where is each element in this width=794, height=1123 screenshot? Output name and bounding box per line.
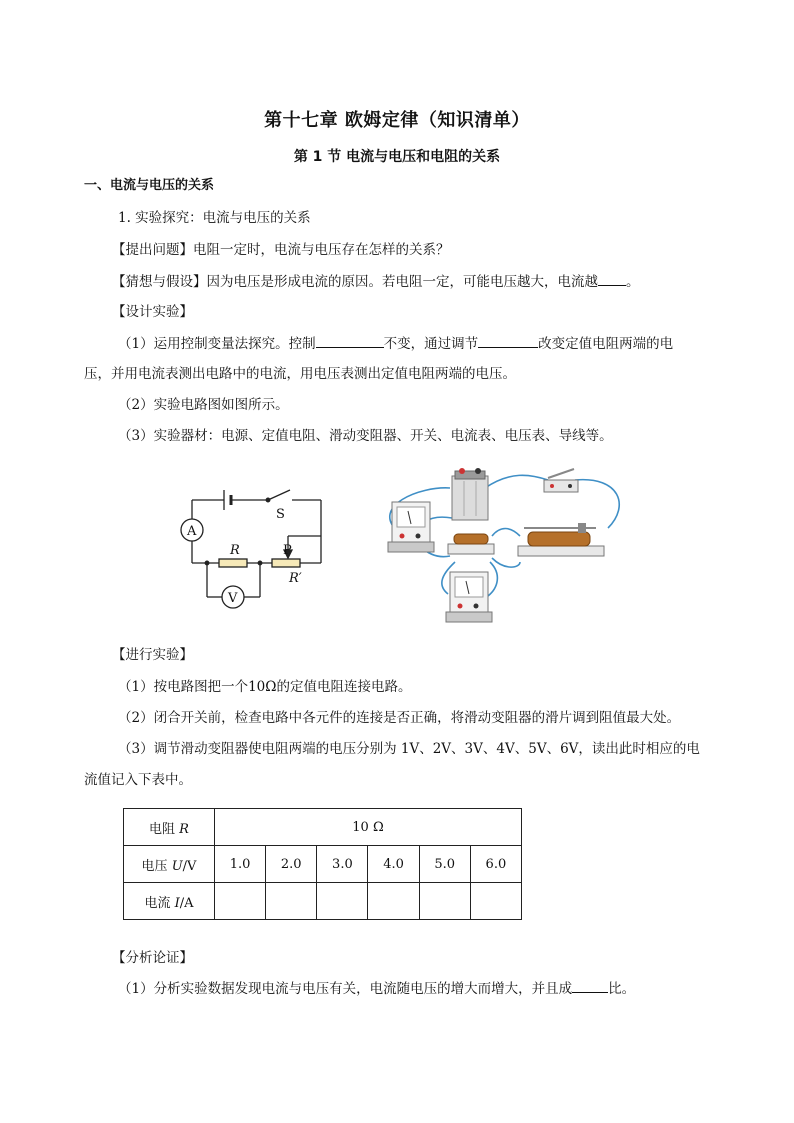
current-cell[interactable]: [368, 883, 419, 920]
ammeter-terminal: [400, 534, 405, 539]
procedure-step-3-cont: 流值记入下表中。: [84, 772, 192, 788]
current-cell[interactable]: [419, 883, 470, 920]
voltmeter-label: V: [228, 591, 238, 606]
switch-terminal: [550, 484, 554, 488]
junction: [258, 561, 262, 565]
analysis-label: 【分析论证】: [112, 950, 193, 966]
circuit-figures: [0, 466, 794, 636]
battery-box: [452, 476, 488, 520]
rheostat-coil: [528, 532, 590, 546]
voltage-cell: 5.0: [419, 846, 470, 883]
rheostat-base: [518, 546, 604, 556]
raise-question-label: 【提出问题】: [112, 242, 193, 258]
wire: [492, 558, 520, 567]
hypothesis-text: 因为电压是形成电流的原因。若电阻一定，可能电压越大，电流越: [206, 274, 598, 290]
apparatus-illustration: [388, 468, 619, 622]
current-cell[interactable]: [215, 883, 266, 920]
table-row: [124, 809, 522, 846]
switch-label: S: [276, 507, 285, 522]
analysis-step-1: [118, 978, 635, 999]
item-1: 1. 实验探究：电流与电压的关系: [118, 210, 311, 226]
wire: [492, 529, 520, 537]
rheostat-label: R′: [289, 571, 302, 586]
design-step-3: （3）实验器材：电源、定值电阻、滑动变阻器、开关、电流表、电压表、导线等。: [118, 428, 613, 444]
junction: [205, 561, 209, 565]
figures: [0, 466, 794, 636]
switch-blade: [268, 490, 290, 500]
switch-terminal: [568, 484, 572, 488]
raise-question-text: 电阻一定时，电流与电压存在怎样的关系？: [193, 242, 450, 258]
table-row: [124, 883, 522, 920]
design-step-1-cont: 压，并用电流表测出电路中的电流，用电压表测出定值电阻两端的电压。: [84, 366, 516, 382]
analysis-step-1-a: （1）分析实验数据发现电流与电压有关，电流随电压的增大而增大，并且成: [118, 981, 573, 997]
circuit-diagram: [181, 490, 321, 608]
voltmeter-base: [446, 612, 492, 622]
fill-blank[interactable]: [478, 333, 538, 348]
table-row: [124, 846, 522, 883]
design-step-1-c: 改变定值电阻两端的电: [538, 336, 674, 352]
voltage-cell: 6.0: [470, 846, 521, 883]
hypothesis-label: 【猜想与假设】: [112, 274, 207, 290]
hypothesis-end: 。: [626, 274, 640, 290]
wire: [575, 480, 619, 528]
wire: [488, 562, 497, 596]
procedure-step-1: （1）按电路图把一个10Ω的定值电阻连接电路。: [118, 679, 412, 695]
design-step-1-a: （1）运用控制变量法探究。控制: [118, 336, 316, 352]
analysis-step-1-b: 比。: [608, 981, 636, 997]
row-label-resistance: 电阻 R: [124, 809, 215, 846]
design-step-2: （2）实验电路图如图所示。: [118, 397, 289, 413]
rheostat-slider: [578, 523, 586, 533]
procedure-step-2: （2）闭合开关前，检查电路中各元件的连接是否正确，将滑动变阻器的滑片调到阻值最大处。: [118, 710, 681, 726]
knife-switch-blade: [548, 469, 574, 478]
hypothesis: [112, 271, 640, 292]
raise-question: [112, 240, 450, 260]
current-cell[interactable]: [266, 883, 317, 920]
design-step-1: [118, 333, 673, 354]
resistor-label: R: [230, 543, 240, 558]
knife-switch-base: [544, 480, 578, 492]
current-cell[interactable]: [470, 883, 521, 920]
resistance-value: 10 Ω: [215, 809, 522, 846]
ammeter-terminal: [416, 534, 421, 539]
battery-terminal: [475, 468, 481, 474]
procedure-step-3: （3）调节滑动变阻器使电阻两端的电压分别为 1V、2V、3V、4V、5V、6V，读出此时相应的电: [118, 741, 700, 757]
procedure-label: 【进行实验】: [112, 647, 193, 663]
resistor-coil: [454, 534, 488, 544]
fill-blank[interactable]: [598, 271, 626, 286]
voltage-cell: 2.0: [266, 846, 317, 883]
voltmeter-terminal: [458, 604, 463, 609]
row-label-current: 电流 I/A: [124, 883, 215, 920]
voltmeter-terminal: [474, 604, 479, 609]
slider-label: P: [283, 543, 292, 558]
voltage-cell: 4.0: [368, 846, 419, 883]
section-heading-1: 一、电流与电压的关系: [84, 178, 215, 193]
data-table: [123, 808, 522, 920]
ammeter-label: A: [187, 524, 197, 539]
battery-terminal: [459, 468, 465, 474]
design-label: 【设计实验】: [112, 304, 193, 320]
design-step-1-b: 不变，通过调节: [383, 336, 479, 352]
resistor-R: [219, 559, 247, 567]
chapter-title: 第十七章 欧姆定律（知识清单）: [264, 110, 530, 131]
current-cell[interactable]: [317, 883, 368, 920]
wire: [485, 475, 548, 488]
section-subtitle: 第 1 节 电流与电压和电阻的关系: [293, 149, 501, 165]
fill-blank[interactable]: [316, 333, 384, 348]
ammeter-base: [388, 542, 434, 552]
resistor-base: [448, 544, 494, 554]
voltage-cell: 3.0: [317, 846, 368, 883]
row-label-voltage: 电压 U/V: [124, 846, 215, 883]
fill-blank[interactable]: [572, 978, 608, 993]
rheostat-R-prime: [272, 559, 300, 567]
voltage-cell: 1.0: [215, 846, 266, 883]
